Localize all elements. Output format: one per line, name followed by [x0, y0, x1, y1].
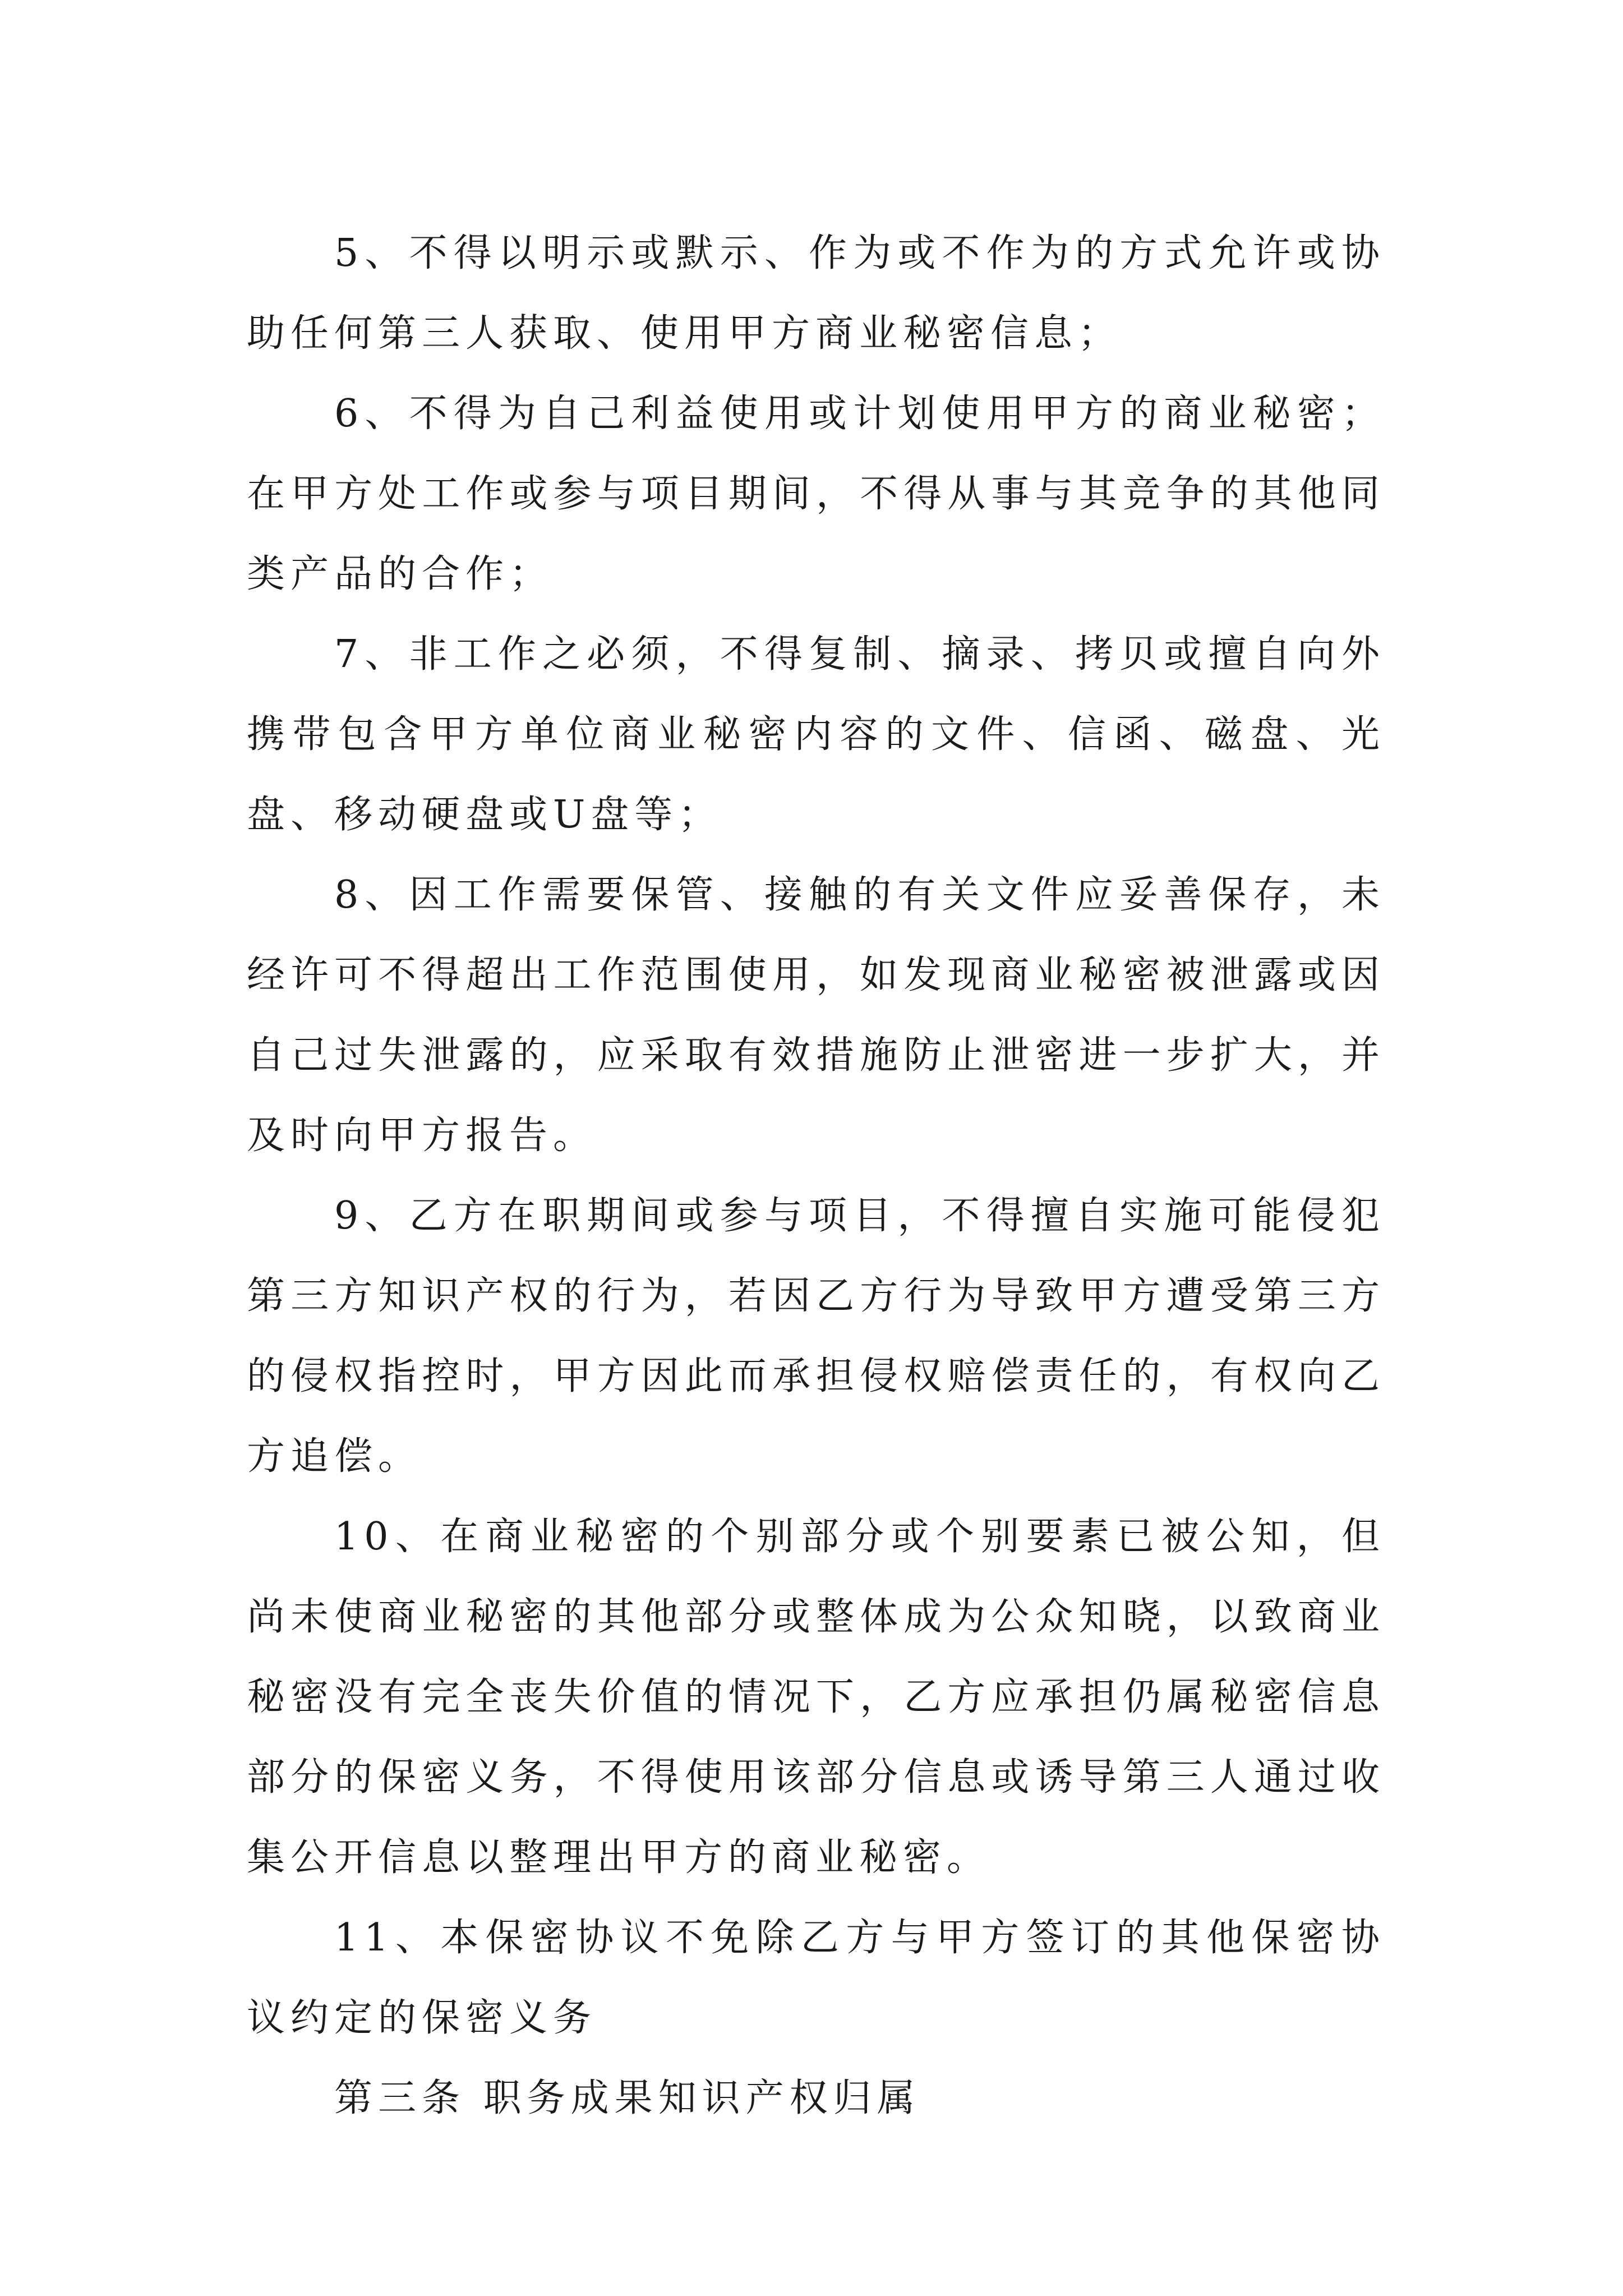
clause-6: 6、不得为自己利益使用或计划使用甲方的商业秘密；在甲方处工作或参与项目期间，不得从事与其竞争的其他同类产品的合作； — [247, 392, 1385, 596]
clause-8: 8、因工作需要保管、接触的有关文件应妥善保存，未经许可不得超出工作范围使用，如发现商业秘密被泄露或因自己过失泄露的，应采取有效措施防止泄密进一步扩大，并及时向甲方报告。 — [247, 873, 1385, 1158]
clause-9: 9、乙方在职期间或参与项目，不得擅自实施可能侵犯第三方知识产权的行为，若因乙方行为导致甲方遭受第三方的侵权指控时，甲方因此而承担侵权赔偿责任的，有权向乙方追偿。 — [247, 1194, 1385, 1479]
document-body — [247, 213, 1385, 2138]
clause-10: 10、在商业秘密的个别部分或个别要素已被公知，但尚未使商业秘密的其他部分或整体成为公众知晓，以致商业秘密没有完全丧失价值的情况下，乙方应承担仍属秘密信息部分的保密义务，不得使用该部分信息或诱导第三人通过收集公开信息以整理出甲方的商业秘密。 — [247, 1515, 1385, 1880]
clause-7: 7、非工作之必须，不得复制、摘录、拷贝或擅自向外携带包含甲方单位商业秘密内容的文件、信函、磁盘、光盘、移动硬盘或U盘等； — [247, 632, 1385, 837]
clause-11: 11、本保密协议不免除乙方与甲方签订的其他保密协议约定的保密义务 — [247, 1916, 1385, 2040]
section-heading: 第三条 职务成果知识产权归属 — [334, 2076, 921, 2120]
clause-5: 5、不得以明示或默示、作为或不作为的方式允许或协助任何第三人获取、使用甲方商业秘密信息； — [247, 231, 1385, 356]
